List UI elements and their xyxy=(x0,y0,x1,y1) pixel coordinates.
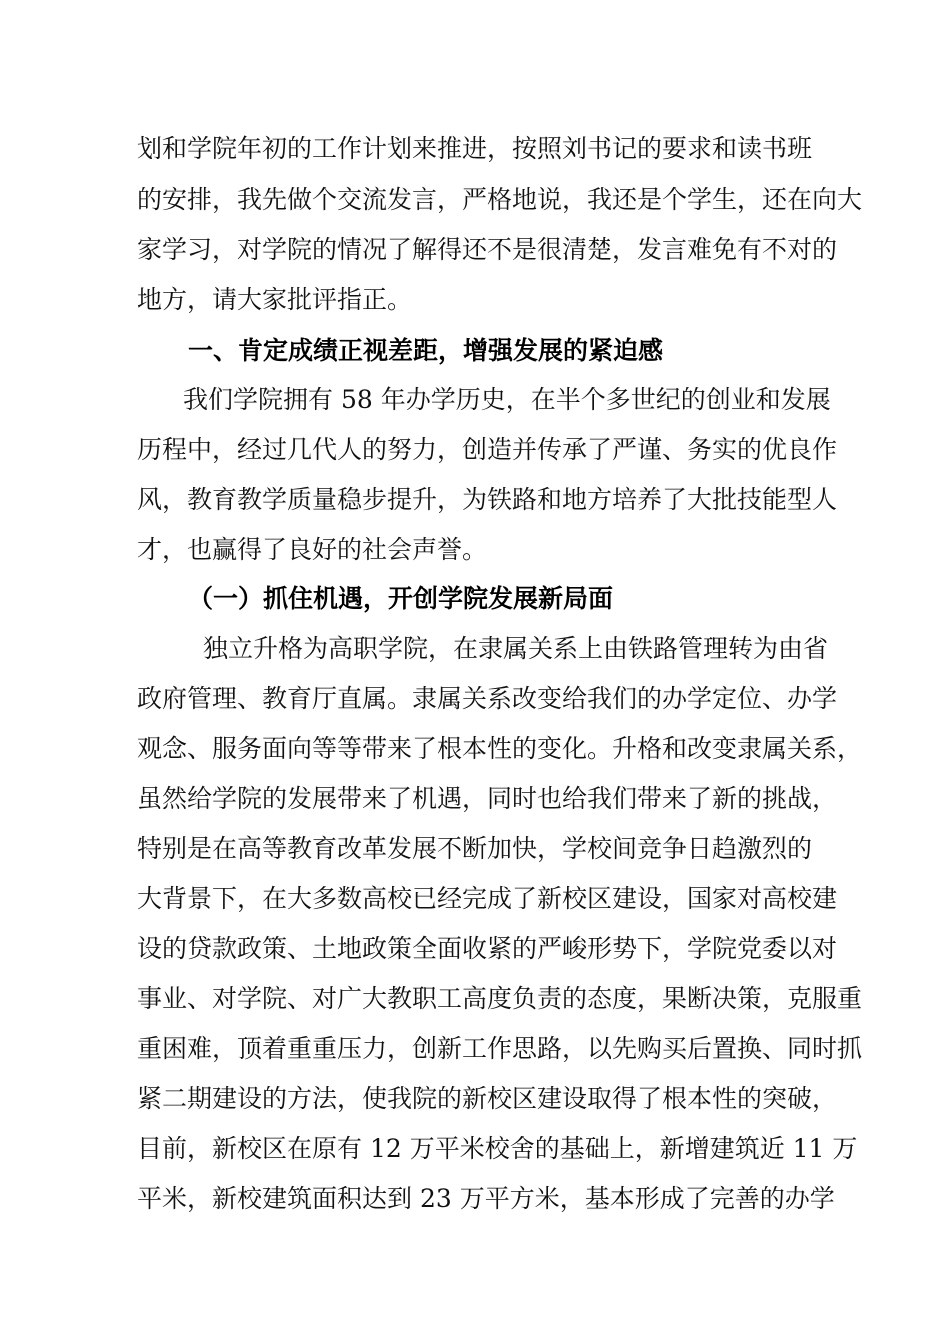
paragraph-line: 设的贷款政策、土地政策全面收紧的严峻形势下，学院党委以对 xyxy=(137,934,838,963)
section-heading: 一、肯定成绩正视差距，增强发展的紧迫感 xyxy=(188,336,664,365)
paragraph-line: 才，也赢得了良好的社会声誉。 xyxy=(137,535,488,564)
paragraph-line: 风，教育教学质量稳步提升，为铁路和地方培养了大批技能型人 xyxy=(137,485,838,514)
paragraph-line: 独立升格为高职学院，在隶属关系上由铁路管理转为由省 xyxy=(203,634,829,663)
paragraph-line: 我们学院拥有 58 年办学历史，在半个多世纪的创业和发展 xyxy=(183,385,831,414)
paragraph-line: 平米，新校建筑面积达到 23 万平方米，基本形成了完善的办学 xyxy=(137,1184,835,1213)
paragraph-line: 家学习，对学院的情况了解得还不是很清楚，发言难免有不对的 xyxy=(137,235,838,264)
paragraph-line: 划和学院年初的工作计划来推进，按照刘书记的要求和读书班 xyxy=(137,134,813,163)
paragraph-line: 地方，请大家批评指正。 xyxy=(137,285,413,314)
paragraph-line: 事业、对学院、对广大教职工高度负责的态度，果断决策，克服重 xyxy=(137,984,863,1013)
paragraph-line: 观念、服务面向等等带来了根本性的变化。升格和改变隶属关系， xyxy=(137,734,863,763)
paragraph-line: 目前，新校区在原有 12 万平米校舍的基础上，新增建筑近 11 万 xyxy=(137,1134,858,1163)
paragraph-line: 重困难，顶着重重压力，创新工作思路，以先购买后置换、同时抓 xyxy=(137,1034,863,1063)
paragraph-line: 政府管理、教育厅直属。隶属关系改变给我们的办学定位、办学 xyxy=(137,684,838,713)
paragraph-line: 历程中，经过几代人的努力，创造并传承了严谨、务实的优良作 xyxy=(137,435,838,464)
paragraph-line: 特别是在高等教育改革发展不断加快，学校间竞争日趋激烈的 xyxy=(137,834,813,863)
subsection-heading: （一）抓住机遇，开创学院发展新局面 xyxy=(188,584,614,613)
paragraph-line: 虽然给学院的发展带来了机遇，同时也给我们带来了新的挑战， xyxy=(137,784,838,813)
paragraph-line: 紧二期建设的方法，使我院的新校区建设取得了根本性的突破， xyxy=(137,1084,838,1113)
paragraph-line: 的安排，我先做个交流发言，严格地说，我还是个学生，还在向大 xyxy=(137,185,863,214)
paragraph-line: 大背景下，在大多数高校已经完成了新校区建设，国家对高校建 xyxy=(137,884,838,913)
